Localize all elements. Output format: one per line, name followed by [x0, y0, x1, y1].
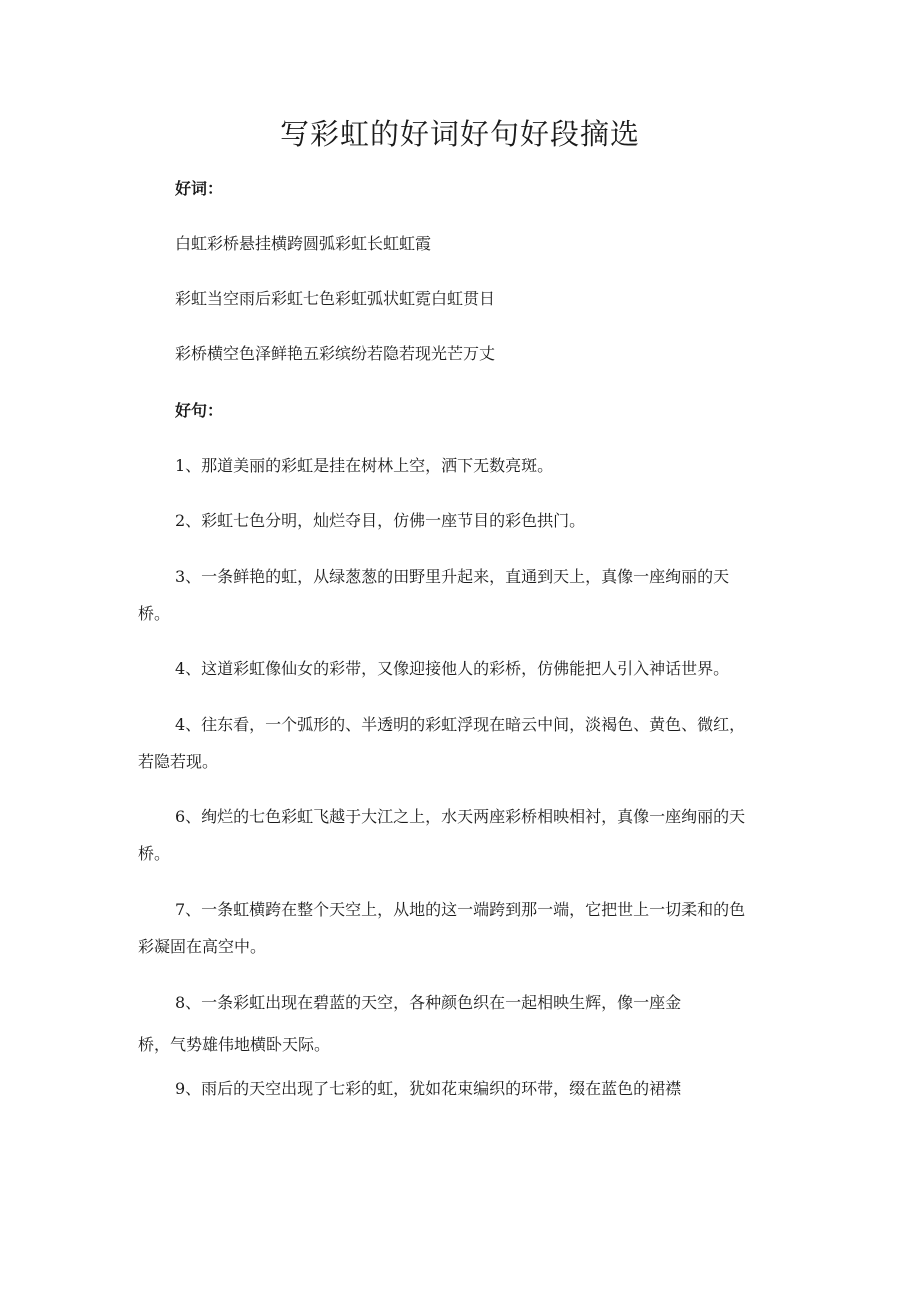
sentence-paragraph — [138, 510, 788, 532]
sentence-text: 3、一条鲜艳的虹，从绿葱葱的田野里升起来，直通到天上，真像一座绚丽的天 — [175, 567, 730, 586]
sentence-paragraph — [138, 1078, 788, 1100]
sentence-text: 7、一条虹横跨在整个天空上，从地的这一端跨到那一端，它把世上一切柔和的色 — [175, 900, 746, 919]
word-line: 彩桥横空色泽鲜艳五彩缤纷若隐若现光芒万丈 — [175, 344, 496, 363]
sentence-continuation: 彩凝固在高空中。 — [138, 937, 267, 956]
sentence-paragraph — [138, 806, 788, 865]
sentence-text: 2、彩虹七色分明，灿烂夺目，仿佛一座节目的彩色拱门。 — [175, 511, 586, 530]
good-words-label: 好词： — [175, 179, 224, 198]
word-line: 白虹彩桥悬挂横跨圆弧彩虹长虹虹霞 — [175, 234, 432, 253]
sentence-paragraph — [138, 992, 788, 1056]
sentence-paragraph — [138, 658, 788, 680]
sentence-paragraph — [138, 566, 788, 625]
page-title: 写彩虹的好词好句好段摘选 — [279, 117, 640, 151]
sentence-continuation: 桥，气势雄伟地横卧天际。 — [138, 1035, 331, 1054]
sentence-text: 1、那道美丽的彩虹是挂在树林上空，洒下无数亮斑。 — [175, 456, 554, 475]
sentence-text: 4、这道彩虹像仙女的彩带，又像迎接他人的彩桥，仿佛能把人引入神话世界。 — [175, 659, 730, 678]
sentence-text: 9、雨后的天空出现了七彩的虹，犹如花束编织的环带，缀在蓝色的裙襟 — [175, 1079, 682, 1098]
sentence-continuation: 若隐若现。 — [138, 752, 219, 771]
sentence-text: 6、绚烂的七色彩虹飞越于大江之上，水天两座彩桥相映相衬，真像一座绚丽的天 — [175, 807, 746, 826]
sentence-text: 8、一条彩虹出现在碧蓝的天空，各种颜色织在一起相映生辉，像一座金 — [175, 993, 682, 1012]
good-sentences-label: 好句： — [175, 401, 224, 420]
sentence-continuation: 桥。 — [138, 604, 171, 623]
sentence-continuation: 桥。 — [138, 844, 171, 863]
word-line: 彩虹当空雨后彩虹七色彩虹弧状虹霓白虹贯日 — [175, 289, 496, 308]
sentence-paragraph — [138, 455, 788, 477]
sentence-text: 4、往东看，一个弧形的、半透明的彩虹浮现在暗云中间，淡褐色、黄色、微红， — [175, 715, 746, 734]
sentence-paragraph — [138, 899, 788, 958]
sentence-paragraph — [138, 714, 788, 773]
